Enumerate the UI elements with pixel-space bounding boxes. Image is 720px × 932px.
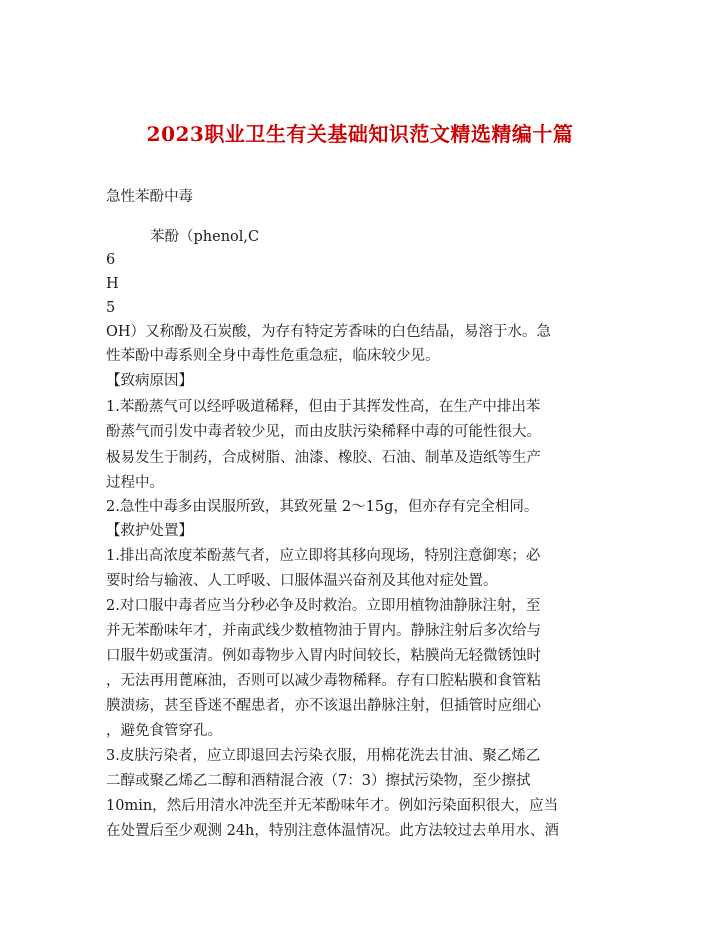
section-heading: 【致病原因】 [106,373,193,389]
document-title: 2023职业卫生有关基础知识范文精选精编十篇 [146,122,574,146]
paragraph-line: 3.皮肤污染者，应立即退回去污染衣服，用棉花洗去甘油、聚乙烯乙 [106,748,541,764]
paragraph-line: 10min，然后用清水冲洗至并无苯酚味年才。例如污染面积很大，应当 [106,798,559,814]
paragraph-line: H [106,276,119,292]
paragraph-line: 1.排出高浓度苯酚蒸气者，应立即将其移向现场，特别注意御寒；必 [106,548,541,564]
paragraph-line: OH）又称酚及石炭酸，为存有特定芳香味的白色结晶，易溶于水。急 [106,324,552,340]
paragraph-line: 过程中。 [106,475,164,491]
paragraph-line: 膜溃疡，甚至昏迷不醒患者，亦不该退出静脉注射，但插管时应细心 [106,698,541,714]
paragraph-line: 2.对口服中毒者应当分秒必争及时救治。立即用植物油静脉注射，至 [106,598,541,614]
section-heading: 急性苯酚中毒 [106,189,193,205]
paragraph-line: 要时给与输液、人工呼吸、口服体温兴奋剂及其他对症处置。 [106,573,498,589]
paragraph-line: 性苯酚中毒系则全身中毒性危重急症，临床较少见。 [106,348,440,364]
paragraph-line: 6 [106,252,116,268]
paragraph-line: 1.苯酚蒸气可以经呼吸道稀释，但由于其挥发性高，在生产中排出苯 [106,399,541,415]
paragraph-line: 在处置后至少观测 24h，特别注意体温情况。此方法较过去单用水、酒 [106,823,559,839]
paragraph-line: 极易发生于制药，合成树脂、油漆、橡胶、石油、制革及造纸等生产 [106,450,541,466]
paragraph-line: ，无法再用蓖麻油，否则可以减少毒物稀释。存有口腔粘膜和食管粘 [106,673,541,689]
paragraph-line: 2.急性中毒多由误服所致，其致死量 2～15g，但亦存有完全相同。 [106,499,539,515]
paragraph-line: ，避免食管穿孔。 [106,723,222,739]
paragraph-line: 并无苯酚味年才，并南武线少数植物油于胃内。静脉注射后多次给与 [106,623,541,639]
paragraph-line: 酚蒸气而引发中毒者较少见，而由皮肤污染稀释中毒的可能性很大。 [106,424,541,440]
section-heading: 【救护处置】 [106,523,193,539]
paragraph-line: 口服牛奶或蛋清。例如毒物步入胃内时间较长，粘膜尚无轻微锈蚀时 [106,648,541,664]
paragraph-line: 二醇或聚乙烯乙二醇和酒精混合液（7：3）擦拭污染物，至少擦拭 [106,773,531,789]
paragraph-line: 苯酚（phenol,C [150,229,260,245]
paragraph-line: 5 [106,300,116,316]
